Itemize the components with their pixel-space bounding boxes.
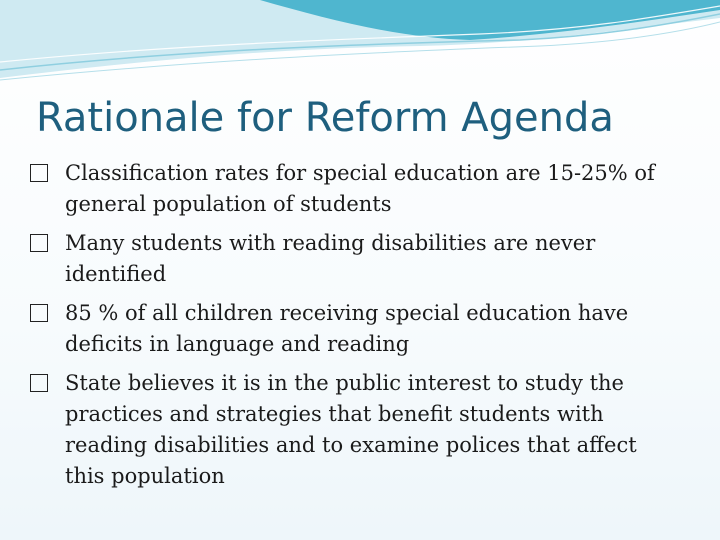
bullet-item-1 — [30, 158, 680, 220]
bullet-item-3 — [30, 298, 680, 360]
bullet-text-4: State believes it is in the public interest to study the practices and strategies that benefit students with reading disabilities and to examine polices that affect this population — [65, 371, 637, 488]
bullet-text-2: Many students with reading disabilities are never identified — [65, 231, 596, 286]
bullet-item-2 — [30, 228, 680, 290]
decorative-wave-banner — [0, 0, 720, 90]
slide-title: Rationale for Reform Agenda — [36, 95, 614, 141]
missing-glyph-box-icon — [30, 374, 48, 392]
bullet-text-3: 85 % of all children receiving special education have deficits in language and reading — [65, 301, 629, 356]
missing-glyph-box-icon — [30, 234, 48, 252]
missing-glyph-box-icon — [30, 304, 48, 322]
missing-glyph-box-icon — [30, 164, 48, 182]
bullet-list — [30, 158, 680, 500]
bullet-item-4 — [30, 368, 680, 492]
bullet-text-1: Classification rates for special education are 15-25% of general population of students — [65, 161, 655, 216]
